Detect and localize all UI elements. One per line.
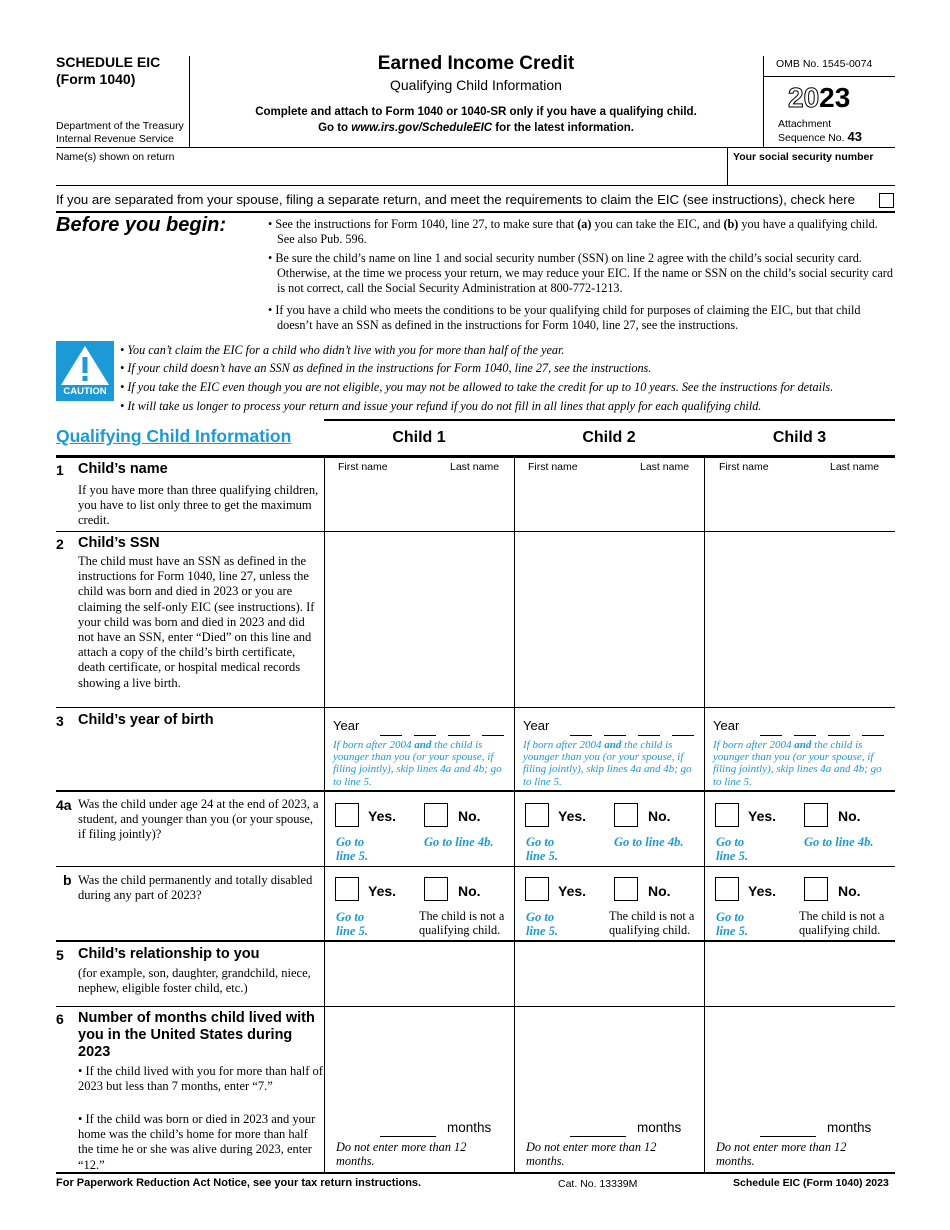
child-1-year-label: Year: [333, 718, 360, 733]
child-3-4b-goto-5: Go to line 5.: [716, 910, 748, 938]
caution-item-3: • If you take the EIC even though you are not eligible, you may not be allowed to take the credit for up to 10 years. See the instructions for details.: [120, 380, 834, 394]
attach-instruction: Complete and attach to Form 1040 or 1040-SR only if you have a qualifying child.: [255, 106, 697, 118]
child-2-last-name-label: Last name: [640, 461, 690, 473]
child-3-year-field[interactable]: [758, 718, 886, 736]
child-3-4a-goto-5: Go to line 5.: [716, 835, 748, 863]
child-3-4b-yes-label: Yes.: [748, 883, 777, 899]
line-6-title: Number of months child lived with you in the United States during 2023: [78, 1010, 315, 1060]
omb-number: OMB No. 1545-0074: [776, 58, 873, 70]
child-1-4b-no-label: No.: [458, 883, 481, 899]
child-2-relationship-field[interactable]: [516, 943, 702, 1004]
child-1-4b-yes-checkbox[interactable]: [335, 877, 359, 901]
child-2-4b-yes-checkbox[interactable]: [525, 877, 549, 901]
ssn-label: Your social security number: [733, 151, 874, 163]
child-1-months-note: Do not enter more than 12 months.: [336, 1140, 467, 1168]
before-bullet-2: • Be sure the child’s name on line 1 and social security number (SSN) on line 2 agree with the child’s social security card. Otherwise, at the time we process your return, we may reduce your EIC. If the name or SSN on the child’s social security card is not correct, call the Social Security Administration at 800-772-1213.: [268, 251, 893, 295]
line-5-desc: (for example, son, daughter, grandchild, niece, nephew, eligible foster child, etc.): [78, 966, 311, 996]
child-1-4a-yes-label: Yes.: [368, 808, 397, 824]
child-1-4b-no-checkbox[interactable]: [424, 877, 448, 901]
caution-item-2: • If your child doesn’t have an SSN as defined in the instructions for Form 1040, line 27, see the instructions.: [120, 361, 652, 375]
child-1-year-field[interactable]: [378, 718, 506, 736]
child-2-year-note: If born after 2004 and the child is younger than you (or your spouse, if filing jointly), skip lines 4a and 4b; go to line 5.: [523, 739, 692, 788]
child-3-last-name-label: Last name: [830, 461, 880, 473]
child-3-months-label: months: [827, 1120, 872, 1135]
line-2-title: Child’s SSN: [78, 535, 160, 551]
child-3-months-field[interactable]: [760, 1118, 816, 1136]
caution-item-4: • It will take us longer to process your return and issue your refund if you do not fill in all lines that apply for each qualifying child.: [120, 399, 762, 413]
irs-link-instruction: Go to www.irs.gov/ScheduleEIC for the latest information.: [318, 122, 634, 134]
line-4a-number: 4a: [56, 797, 72, 813]
child-2-4b-not-qualifying: The child is not a qualifying child.: [609, 909, 695, 937]
before-bullet-3: • If you have a child who meets the conditions to be your qualifying child for purposes of claiming the EIC, but that child doesn’t have an SSN as defined in the instructions for Form 1040, line 27, see the instructions.: [268, 303, 861, 332]
child-2-year-field[interactable]: [568, 718, 696, 736]
child-2-4b-no-label: No.: [648, 883, 671, 899]
line-6-bullet-1: • If the child lived with you for more than half of 2023 but less than 7 months, enter “7.”: [78, 1064, 323, 1094]
child-3-4a-yes-label: Yes.: [748, 808, 777, 824]
child-1-first-name-label: First name: [338, 461, 388, 473]
caution-icon: [56, 341, 114, 401]
child-1-last-name-label: Last name: [450, 461, 500, 473]
child-3-4a-no-checkbox[interactable]: [804, 803, 828, 827]
child-3-4b-no-checkbox[interactable]: [804, 877, 828, 901]
section-title: Qualifying Child Information: [56, 426, 292, 446]
line-6-number: 6: [56, 1011, 64, 1027]
before-you-begin-heading: Before you begin:: [56, 214, 227, 236]
child-1-4b-goto-5: Go to line 5.: [336, 910, 368, 938]
line-1-title: Child’s name: [78, 461, 168, 477]
child-2-4a-yes-label: Yes.: [558, 808, 587, 824]
child-3-name-field[interactable]: [706, 476, 894, 528]
line-4a-desc: Was the child under age 24 at the end of 2023, a student, and younger than you (or your spouse, if filing jointly)?: [78, 797, 319, 842]
form-subtitle: Qualifying Child Information: [390, 77, 562, 93]
separated-checkbox[interactable]: [879, 193, 894, 208]
child-2-4a-goto-4b: Go to line 4b.: [614, 835, 684, 849]
child-2-year-label: Year: [523, 718, 550, 733]
footer-form-id: Schedule EIC (Form 1040) 2023: [733, 1177, 889, 1189]
child-1-header: Child 1: [392, 429, 446, 446]
caution-label: CAUTION: [63, 386, 107, 397]
child-1-4b-yes-label: Yes.: [368, 883, 397, 899]
line-6-bullet-2: • If the child was born or died in 2023 and your home was the child’s home for more than half the time he or she was alive during 2023, enter “12.”: [78, 1112, 316, 1172]
child-2-first-name-label: First name: [528, 461, 578, 473]
child-1-4b-not-qualifying: The child is not a qualifying child.: [419, 909, 505, 937]
child-2-ssn-field[interactable]: [516, 533, 702, 705]
child-2-4b-goto-5: Go to line 5.: [526, 910, 558, 938]
line-5-title: Child’s relationship to you: [78, 946, 260, 962]
child-3-4a-goto-4b: Go to line 4b.: [804, 835, 874, 849]
child-2-header: Child 2: [582, 429, 636, 446]
line-4b-desc: Was the child permanently and totally disabled during any part of 2023?: [78, 873, 313, 903]
child-1-4a-no-label: No.: [458, 808, 481, 824]
child-3-4b-not-qualifying: The child is not a qualifying child.: [799, 909, 885, 937]
child-1-4a-yes-checkbox[interactable]: [335, 803, 359, 827]
child-1-year-note: If born after 2004 and the child is younger than you (or your spouse, if filing jointly), skip lines 4a and 4b; go to line 5.: [333, 739, 502, 788]
before-bullet-1: • See the instructions for Form 1040, line 27, to make sure that (a) you can take the EIC, and (b) you have a qualifying child. See also Pub. 596.: [268, 217, 878, 246]
form-name: SCHEDULE EIC: [56, 54, 161, 70]
tax-year: 2023: [788, 82, 851, 113]
child-2-4a-yes-checkbox[interactable]: [525, 803, 549, 827]
child-3-ssn-field[interactable]: [706, 533, 894, 705]
child-2-4a-goto-5: Go to line 5.: [526, 835, 558, 863]
line-4b-number: b: [63, 872, 72, 888]
child-3-first-name-label: First name: [719, 461, 769, 473]
child-3-header: Child 3: [772, 429, 827, 446]
line-3-number: 3: [56, 713, 64, 729]
child-2-4b-no-checkbox[interactable]: [614, 877, 638, 901]
child-3-relationship-field[interactable]: [706, 943, 894, 1004]
child-2-months-note: Do not enter more than 12 months.: [526, 1140, 657, 1168]
name-field[interactable]: [56, 163, 726, 178]
line-3-title: Child’s year of birth: [78, 712, 214, 728]
caution-item-1: • You can’t claim the EIC for a child who didn’t live with you for more than half of the year.: [120, 343, 565, 357]
line-1-desc: If you have more than three qualifying children, you have to list only three to get the maximum credit.: [78, 483, 319, 528]
ssn-field[interactable]: [728, 165, 894, 183]
child-3-4b-no-label: No.: [838, 883, 861, 899]
child-1-4a-goto-5: Go to line 5.: [336, 835, 368, 863]
child-3-year-note: If born after 2004 and the child is younger than you (or your spouse, if filing jointly), skip lines 4a and 4b; go to line 5.: [713, 739, 882, 788]
attachment-label: Attachment: [778, 118, 832, 130]
child-2-months-label: months: [637, 1120, 682, 1135]
child-1-4a-goto-4b: Go to line 4b.: [424, 835, 494, 849]
child-1-months-field[interactable]: [380, 1118, 436, 1136]
child-1-relationship-field[interactable]: [326, 943, 512, 1004]
name-label: Name(s) shown on return: [56, 151, 175, 163]
line-1-number: 1: [56, 462, 64, 478]
line-2-desc: The child must have an SSN as defined in the instructions for Form 1040, line 27, unless the child was born and died in 2023 or you are claiming the self-only EIC (see instructions). If your child was born and died in 2023 and did not have an SSN, enter “Died” on this line and attach a copy of the child’s birth certificate, death certificate, or hospital medical records showing a live birth.: [78, 554, 315, 690]
child-3-4b-yes-checkbox[interactable]: [715, 877, 739, 901]
child-1-name-field[interactable]: [326, 476, 512, 528]
child-2-4a-no-checkbox[interactable]: [614, 803, 638, 827]
child-2-months-field[interactable]: [570, 1118, 626, 1136]
footer-paperwork-notice: For Paperwork Reduction Act Notice, see your tax return instructions.: [56, 1177, 422, 1189]
footer-cat-no: Cat. No. 13339M: [558, 1178, 638, 1190]
line-2-number: 2: [56, 536, 64, 552]
separated-text: If you are separated from your spouse, filing a separate return, and meet the requirements to claim the EIC (see instructions), check here: [56, 192, 855, 207]
dept-line-2: Internal Revenue Service: [56, 133, 174, 145]
child-1-ssn-field[interactable]: [326, 533, 512, 705]
child-2-4b-yes-label: Yes.: [558, 883, 587, 899]
child-3-4a-yes-checkbox[interactable]: [715, 803, 739, 827]
line-5-number: 5: [56, 947, 64, 963]
form-number: (Form 1040): [56, 71, 136, 87]
form-title: Earned Income Credit: [377, 53, 575, 74]
child-3-4a-no-label: No.: [838, 808, 861, 824]
child-3-year-label: Year: [713, 718, 740, 733]
child-1-months-label: months: [447, 1120, 492, 1135]
sequence-label: Sequence No. 43: [778, 129, 862, 144]
child-1-4a-no-checkbox[interactable]: [424, 803, 448, 827]
dept-line-1: Department of the Treasury: [56, 120, 184, 132]
child-2-4a-no-label: No.: [648, 808, 671, 824]
child-3-months-note: Do not enter more than 12 months.: [716, 1140, 847, 1168]
irs-link[interactable]: www.irs.gov/ScheduleEIC: [351, 122, 493, 134]
child-2-name-field[interactable]: [516, 476, 702, 528]
